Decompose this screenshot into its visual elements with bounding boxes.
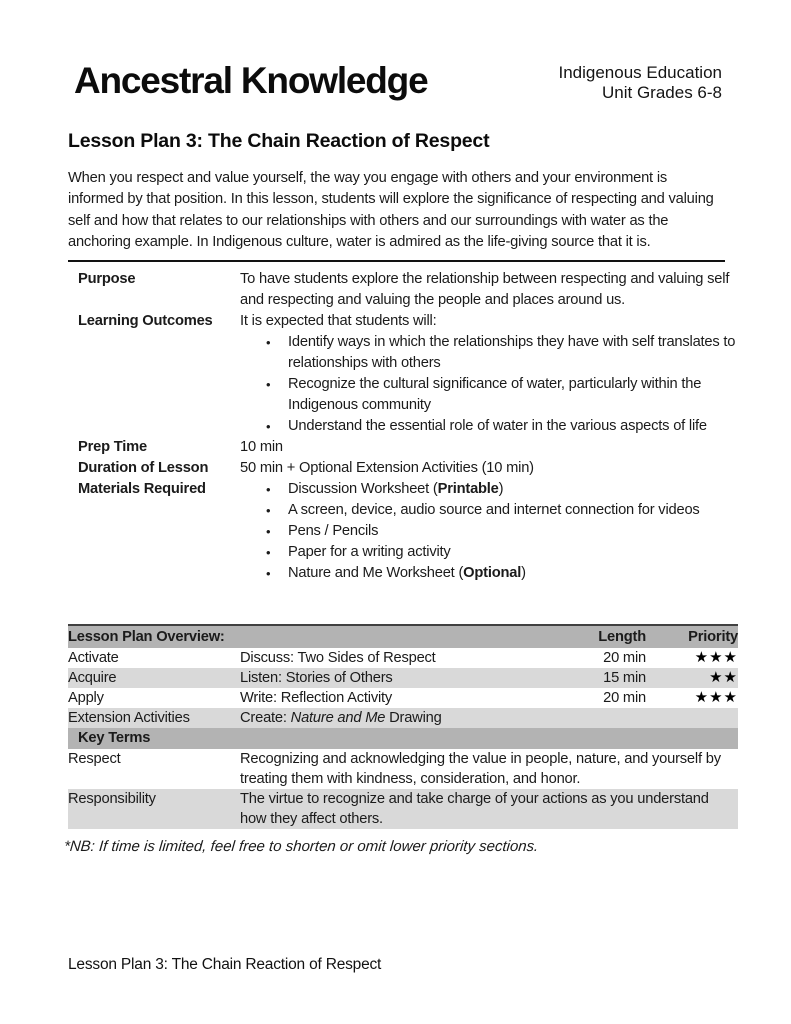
nb-note: *NB: If time is limited, feel free to shorten or omit lower priority sections. [63, 838, 540, 855]
material-text-pre: Discussion Worksheet ( [288, 481, 438, 497]
outcomes-intro: It is expected that students will: [240, 313, 437, 329]
materials-value [240, 479, 738, 584]
material-text [288, 563, 738, 584]
length-cell: 15 min [603, 670, 646, 686]
activity-text: Discuss: Two Sides of Respect [240, 650, 436, 666]
activity-cell [240, 688, 576, 708]
bullet-icon: • [266, 503, 271, 518]
materials-label: Materials Required [78, 481, 206, 497]
activity-post: Drawing [385, 710, 442, 726]
prep-time-text: 10 min [240, 439, 283, 455]
activity-text: Write: Reflection Activity [240, 690, 393, 706]
prep-time-label: Prep Time [78, 439, 147, 455]
table-row-respect [68, 749, 738, 789]
table-row-activate [68, 648, 738, 668]
phase-cell: Activate [68, 650, 119, 666]
material-text-bold: Optional [463, 565, 522, 581]
phase-cell: Extension Activities [68, 710, 190, 726]
material-text-post: ) [498, 481, 504, 497]
length-column-header: Length [598, 629, 646, 645]
priority-column-header: Priority [688, 629, 738, 645]
lesson-heading: Lesson Plan 3: The Chain Reaction of Respect [68, 130, 490, 152]
length-cell: 20 min [603, 690, 646, 706]
duration-label: Duration of Lesson [78, 460, 209, 476]
overview-title: Lesson Plan Overview: [68, 629, 225, 645]
list-item [240, 416, 738, 437]
purpose-label: Purpose [78, 271, 136, 287]
doc-title: Ancestral Knowledge [74, 60, 428, 101]
key-terms-header-row: Key Terms [68, 728, 738, 749]
list-item [240, 332, 738, 374]
term-cell: Respect [68, 751, 121, 767]
outcome-text: Identify ways in which the relationships they have with self translates to relationships with others [288, 334, 736, 371]
overview-header-row [68, 624, 738, 648]
material-text-post: ) [521, 565, 526, 581]
list-item [240, 542, 738, 563]
term-cell: Responsibility [68, 791, 156, 807]
table-row-apply [68, 688, 738, 708]
materials-list [240, 479, 738, 584]
outcomes-list [240, 332, 738, 437]
table-row-extension-activities [68, 708, 738, 728]
table-row-responsibility [68, 789, 738, 829]
outcomes-row [78, 311, 738, 437]
bullet-icon: • [266, 524, 271, 539]
activity-text: Create: [240, 710, 291, 726]
page-footer: Lesson Plan 3: The Chain Reaction of Respect [68, 956, 382, 973]
activity-cell [240, 668, 576, 688]
bullet-icon: • [266, 566, 271, 581]
material-text [288, 542, 738, 563]
list-item [240, 521, 738, 542]
outcome-text: Understand the essential role of water in the various aspects of life [288, 418, 707, 434]
bullet-icon: • [266, 377, 271, 392]
material-text-bold: Printable [437, 481, 499, 497]
list-item [240, 479, 738, 500]
length-cell: 20 min [603, 650, 646, 666]
unit-line-2: Unit Grades 6-8 [602, 83, 722, 102]
definition-cell: The virtue to recognize and take charge of your actions as you understand how they affect others. [240, 791, 709, 827]
outcomes-label: Learning Outcomes [78, 313, 213, 329]
material-text-pre: Pens / Pencils [288, 523, 379, 539]
lesson-plan-overview-table [68, 624, 738, 829]
priority-stars: ★★★ [694, 689, 738, 706]
outcomes-value [240, 311, 738, 437]
length-cell [576, 708, 646, 728]
activity-cell [240, 708, 576, 728]
activity-cell [240, 648, 576, 668]
activity-italic: Nature and Me [290, 710, 386, 726]
material-text [288, 479, 738, 500]
bullet-icon: • [266, 419, 271, 434]
material-text-pre: A screen, device, audio source and internet connection for videos [288, 502, 700, 518]
material-text [288, 521, 738, 542]
list-item [240, 500, 738, 521]
intro-paragraph: When you respect and value yourself, the way you engage with others and your environment is informed by that position. In this lesson, students will explore the significance of respecting and valuing self and how that relates to our relationships with others and our surroundings with water as the anchoring example. In Indigenous culture, water is admired as the life-giving source that it is. [68, 168, 725, 262]
material-text-pre: Paper for a writing activity [288, 544, 451, 560]
priority-stars: ★★ [709, 669, 738, 686]
bullet-icon: • [266, 545, 271, 560]
purpose-text: To have students explore the relationship between respecting and valuing self and respecting and valuing the people and places around us. [240, 271, 730, 308]
materials-row [78, 479, 738, 584]
lesson-info-section [68, 269, 738, 584]
phase-cell: Apply [68, 690, 104, 706]
unit-info [558, 63, 722, 103]
table-row-acquire [68, 668, 738, 688]
material-text [288, 500, 738, 521]
purpose-row [78, 269, 738, 311]
outcome-text: Recognize the cultural significance of water, particularly within the Indigenous community [288, 376, 702, 413]
material-text-pre: Nature and Me Worksheet ( [288, 565, 464, 581]
activity-text: Listen: Stories of Others [240, 670, 393, 686]
priority-stars: ★★★ [694, 649, 738, 666]
unit-line-1: Indigenous Education [558, 63, 722, 82]
bullet-icon: • [266, 335, 271, 350]
phase-cell: Acquire [68, 670, 117, 686]
definition-cell: Recognizing and acknowledging the value in people, nature, and yourself by treating them with kindness, consideration, and honor. [240, 751, 721, 787]
prep-time-row [78, 437, 738, 458]
duration-row [78, 458, 738, 479]
list-item [240, 374, 738, 416]
bullet-icon: • [266, 482, 271, 497]
duration-text: 50 min + Optional Extension Activities (10 min) [240, 460, 534, 476]
list-item [240, 563, 738, 584]
